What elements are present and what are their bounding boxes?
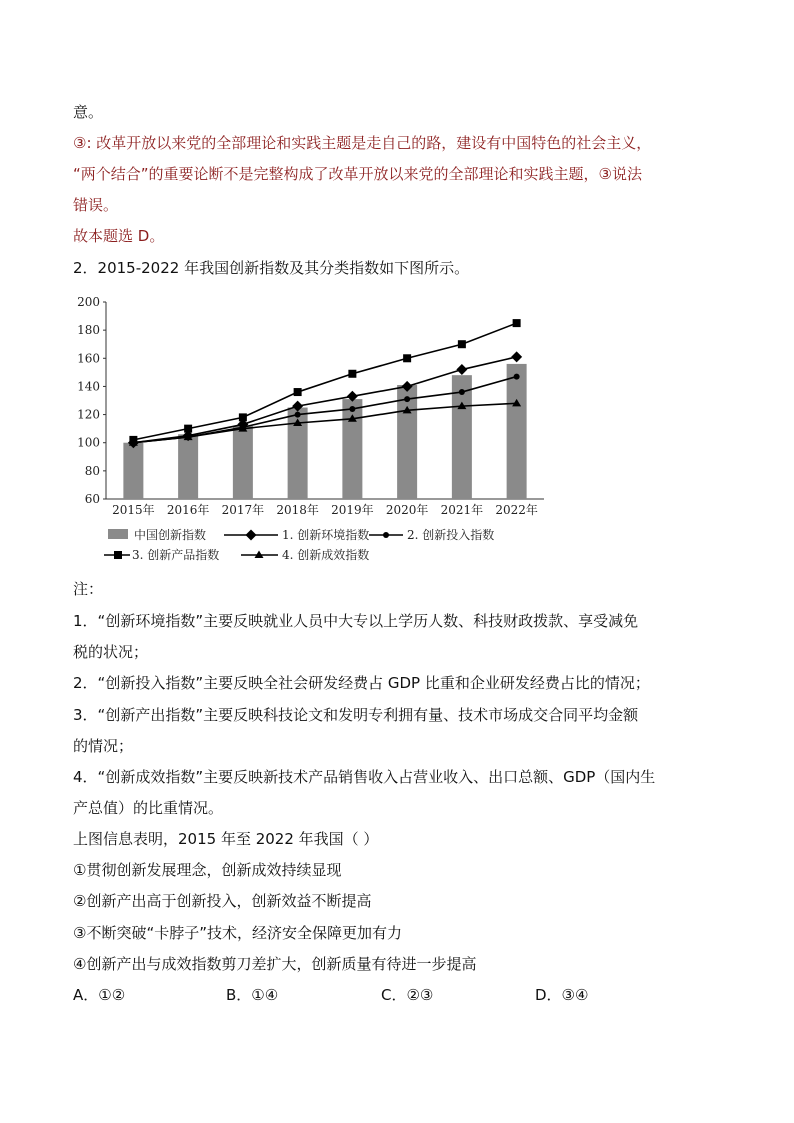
explanation-line-4: 错误。: [73, 196, 119, 214]
x-tick-label: 2015年: [112, 503, 155, 517]
legend-label: 2. 创新投入指数: [407, 528, 495, 542]
note-title: 注：: [73, 580, 104, 598]
y-tick-label: 180: [77, 323, 100, 338]
series-point-3: [513, 319, 521, 327]
bar-china-innovation-index: [342, 399, 362, 499]
legend-marker-1: [246, 530, 257, 541]
bar-china-innovation-index: [178, 434, 198, 499]
legend-marker-2: [383, 532, 389, 538]
series-point-3: [294, 388, 302, 396]
x-tick-label: 2017年: [221, 503, 265, 517]
y-tick-label: 160: [77, 351, 100, 366]
note-line-4: 3．“创新产出指数”主要反映科技论文和发明专利拥有量、技术市场成交合同平均金额: [73, 706, 639, 724]
y-tick-label: 140: [77, 379, 100, 394]
x-tick-label: 2019年: [331, 503, 374, 517]
series-point-2: [295, 412, 301, 418]
series-point-2: [459, 389, 465, 395]
innovation-index-chart: [66, 288, 556, 573]
explanation-line-2: ③: 改革开放以来党的全部理论和实践主题是走自己的路，建设有中国特色的社会主义，: [73, 134, 652, 152]
statement-1: ①贯彻创新发展理念，创新成效持续显现: [73, 861, 342, 879]
series-point-2: [514, 374, 520, 380]
legend-label: 4. 创新成效指数: [282, 548, 370, 562]
y-tick-label: 200: [77, 295, 100, 309]
explanation-line-1: 意。: [73, 103, 104, 121]
series-point-1: [456, 364, 467, 375]
series-point-2: [349, 406, 355, 412]
legend-label: 中国创新指数: [134, 528, 207, 542]
statement-2: ②创新产出高于创新投入，创新效益不断提高: [73, 892, 372, 910]
series-point-3: [348, 370, 356, 378]
option-c[interactable]: C．②③: [381, 986, 434, 1004]
y-tick-label: 100: [77, 435, 100, 450]
note-line-6: 4．“创新成效指数”主要反映新技术产品销售收入占营业收入、出口总额、GDP（国内生: [73, 768, 656, 786]
note-line-5: 的情况；: [73, 737, 134, 755]
x-tick-label: 2021年: [440, 503, 484, 517]
bar-china-innovation-index: [397, 385, 417, 499]
note-line-1: 1．“创新环境指数”主要反映就业人员中大专以上学历人数、科技财政拨款、享受减免: [73, 612, 639, 630]
legend-label: 1. 创新环境指数: [282, 528, 370, 542]
y-tick-label: 80: [84, 463, 100, 478]
note-line-7: 产总值）的比重情况。: [73, 799, 224, 817]
bar-china-innovation-index: [507, 364, 527, 499]
x-tick-label: 2020年: [385, 503, 429, 517]
question-prompt: 上图信息表明，2015 年至 2022 年我国（ ）: [73, 830, 379, 848]
option-a[interactable]: A．①②: [73, 986, 126, 1004]
series-point-3: [403, 354, 411, 362]
statement-3: ③不断突破“卡脖子”技术，经济安全保障更加有力: [73, 924, 402, 942]
answer-line: 故本题选 D。: [73, 227, 165, 245]
bar-china-innovation-index: [233, 426, 253, 499]
legend-marker-3: [114, 551, 122, 559]
explanation-line-3: “两个结合”的重要论断不是完整构成了改革开放以来党的全部理论和实践主题，③说法: [73, 165, 642, 183]
statement-4: ④创新产出与成效指数剪刀差扩大，创新质量有待进一步提高: [73, 955, 477, 973]
x-tick-label: 2016年: [166, 503, 210, 517]
legend-swatch-bar: [108, 529, 128, 539]
question-stem: 2．2015-2022 年我国创新指数及其分类指数如下图所示。: [73, 259, 470, 277]
series-point-3: [184, 425, 192, 433]
x-tick-label: 2022年: [495, 503, 538, 517]
x-tick-label: 2018年: [276, 503, 319, 517]
series-point-3: [239, 413, 247, 421]
option-d[interactable]: D．③④: [535, 986, 589, 1004]
legend-label: 3. 创新产品指数: [132, 548, 220, 562]
y-tick-label: 60: [84, 492, 100, 506]
note-line-2: 税的状况；: [73, 643, 149, 661]
y-tick-label: 120: [77, 407, 100, 422]
series-point-2: [404, 396, 410, 402]
legend-marker-4: [255, 551, 264, 559]
note-line-3: 2．“创新投入指数”主要反映全社会研发经费占 GDP 比重和企业研发经费占比的情况；: [73, 674, 650, 692]
series-point-1: [511, 351, 522, 362]
series-point-3: [458, 340, 466, 348]
bar-china-innovation-index: [123, 443, 143, 499]
option-b[interactable]: B．①④: [226, 986, 279, 1004]
